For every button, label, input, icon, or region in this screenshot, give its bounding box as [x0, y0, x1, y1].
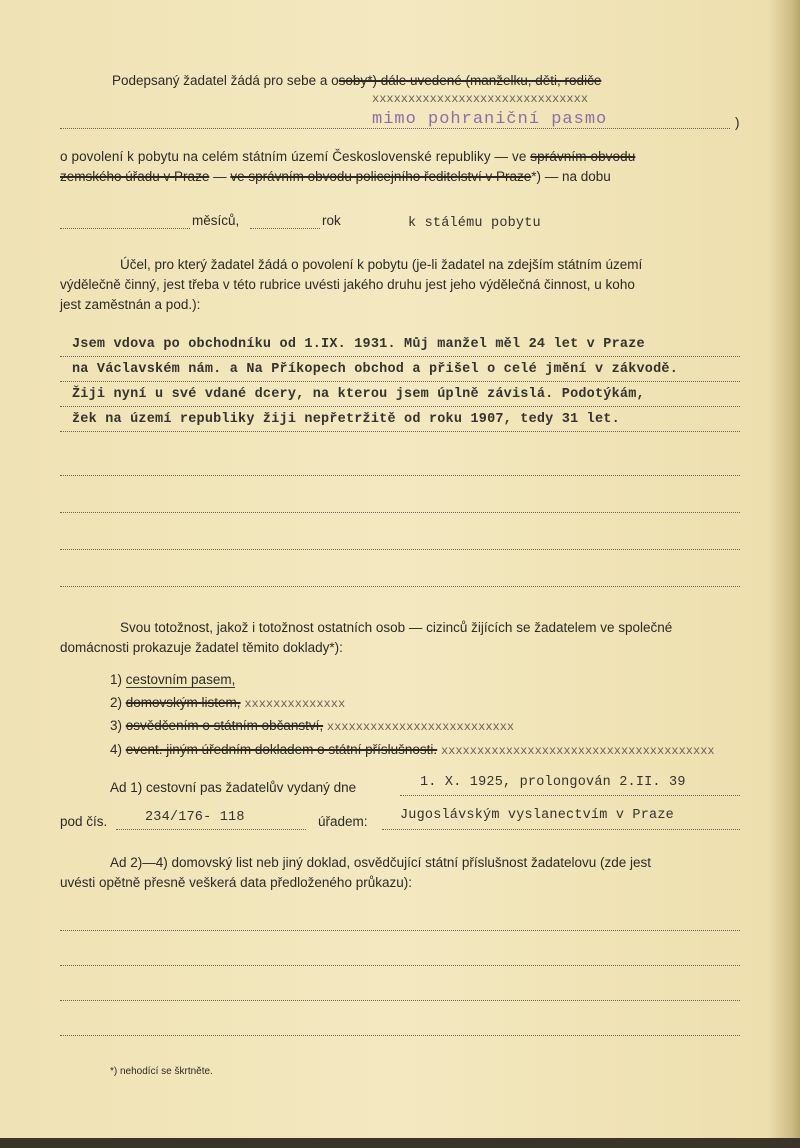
struck-text: ve správním obvodu policejního ředitelství v Praze: [230, 169, 532, 184]
item-label: osvědčením o státním občanství,: [125, 718, 324, 733]
text: —: [209, 169, 231, 184]
item-number: 2): [110, 695, 123, 710]
item-number: 3): [110, 718, 123, 733]
dotted-line: [116, 829, 306, 830]
struck-text: správním obvodu: [530, 149, 636, 164]
dotted-line: [60, 356, 740, 357]
persons-stamp: mimo pohraniční pasmo: [372, 110, 608, 129]
document-item-4: [110, 742, 715, 758]
ad2-label-2: uvésti opětně přesně veškerá data předloženého průkazu):: [60, 875, 412, 890]
item-number: 4): [110, 742, 123, 757]
item-number: 1): [110, 672, 123, 687]
typed-x-overstrike: xxxxxxxxxxxxxxxxxxxxxxxxxx: [326, 720, 515, 734]
ad2-label-1: Ad 2)—4) domovský list neb jiný doklad, osvědčující státní příslušnost žadatelovu (zde jest: [110, 855, 652, 870]
purpose-typed-3: Žiji nyní u své vdané dcery, na kterou jsem úplně závislá. Podotýkám,: [72, 387, 645, 402]
identity-label-2: domácnosti prokazuje žadatel těmito doklady*):: [60, 640, 343, 655]
ad1-label: Ad 1) cestovní pas žadatelův vydaný dne: [110, 780, 357, 795]
typed-x-overstrike: xxxxxxxxxxxxxxxxxxxxxxxxxxxxxxxxxxxxxx: [440, 744, 715, 758]
duration-typed: k stálému pobytu: [408, 216, 541, 231]
dotted-line: [60, 965, 740, 966]
authority-label: úřadem:: [318, 814, 368, 829]
months-label: měsíců,: [192, 213, 240, 228]
applicant-line: [112, 73, 601, 88]
number-label: pod čís.: [60, 814, 108, 829]
typed-x-overstrike: xxxxxxxxxxxxxxxxxxxxxxxxxxxxxx: [372, 92, 589, 106]
purpose-typed-1: Jsem vdova po obchodníku od 1.IX. 1931. Můj manžel měl 24 let v Praze: [72, 337, 645, 352]
item-label: domovským listem,: [125, 695, 241, 710]
dotted-line: [250, 228, 320, 229]
dotted-line: [60, 475, 740, 476]
dotted-line: [60, 930, 740, 931]
years-label: rok: [322, 213, 341, 228]
scan-edge: [0, 1138, 800, 1148]
dotted-line: [60, 512, 740, 513]
purpose-typed-2: na Václavském nám. a Na Příkopech obchod a přišel o celé jmění v zákvodě.: [72, 362, 678, 377]
dotted-line: [60, 431, 740, 432]
dotted-line: [60, 586, 740, 587]
passport-date: 1. X. 1925, prolongován 2.II. 39: [420, 775, 686, 790]
territory-line: [60, 149, 635, 164]
text: *) — na dobu: [531, 169, 611, 184]
dotted-line: [60, 406, 740, 407]
territory-line-2: [60, 169, 611, 184]
item-label: cestovním pasem,: [125, 672, 236, 687]
purpose-label-1: Účel, pro který žadatel žádá o povolení k pobytu (je-li žadatel na zdejším státním území: [120, 257, 643, 272]
dotted-line: [60, 381, 740, 382]
dotted-line: [60, 549, 740, 550]
item-label: event. jiným úředním dokladem o státní příslušnosti.: [125, 742, 438, 757]
document-item-2: [110, 695, 345, 711]
dotted-line: [60, 1035, 740, 1036]
purpose-typed-4: žek na území republiky žiji nepřetržitě od roku 1907, tedy 31 let.: [72, 412, 620, 427]
footnote: *) nehodící se škrtněte.: [110, 1066, 213, 1077]
struck-text: zemského úřadu v Praze: [60, 169, 210, 184]
text: Podepsaný žadatel žádá pro sebe a o: [112, 73, 339, 88]
purpose-label-3: jest zaměstnán a pod.):: [60, 297, 201, 312]
passport-number: 234/176- 118: [145, 810, 245, 825]
issuing-authority: Jugoslávským vyslanectvím v Praze: [400, 808, 674, 823]
purpose-label-2: výdělečně činný, jest třeba v této rubrice uvésti jakého druhu jest jeho výdělečná činnost, u koho: [60, 277, 635, 292]
typed-x-overstrike: xxxxxxxxxxxxxx: [244, 697, 346, 711]
struck-text: soby*) dále uvedené (manželku, děti, rodiče: [338, 73, 602, 88]
text: o povolení k pobytu na celém státním území Československé republiky — ve: [60, 149, 527, 164]
paren: ): [735, 115, 740, 130]
identity-label-1: Svou totožnost, jakož i totožnost ostatních osob — cizinců žijících se žadatelem ve společné: [120, 620, 673, 635]
document-item-3: [110, 718, 514, 734]
dotted-line: [60, 228, 190, 229]
document-item-1: [110, 672, 235, 687]
dotted-line: [60, 1000, 740, 1001]
dotted-line: [400, 795, 740, 796]
dotted-line: [382, 829, 740, 830]
